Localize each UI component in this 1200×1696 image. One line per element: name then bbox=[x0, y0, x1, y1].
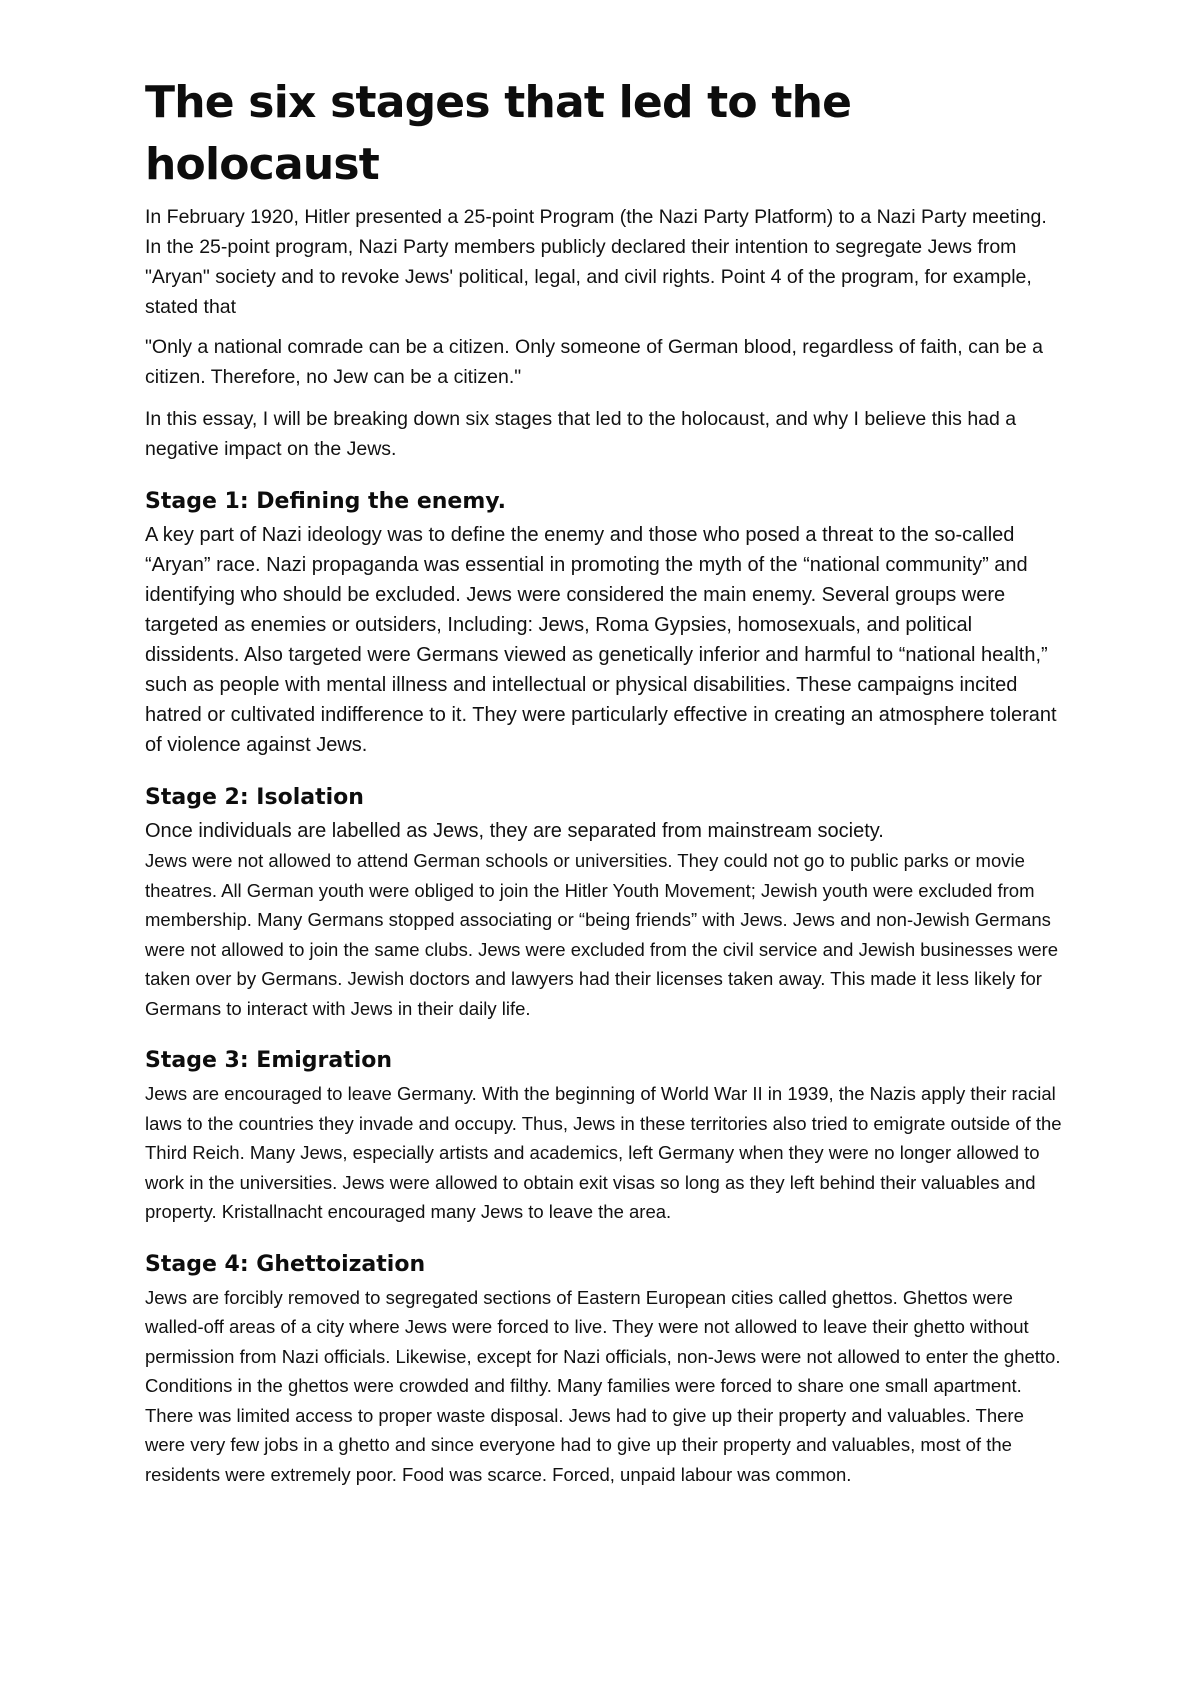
stage-2-body: Jews were not allowed to attend German schools or universities. They could not go to public parks or movie theatres. All German youth were obliged to join the Hitler Youth Movement; Jewish youth were excluded from membership. Many Germans stopped associating or “being friends” with Jews. Jews and non-Jewish Germans were not allowed to join the same clubs. Jews were excluded from the civil service and Jewish businesses were taken over by Germans. Jewish doctors and lawyers had their licenses taken away. This made it less likely for Germans to interact with Jews in their daily life. bbox=[145, 850, 1059, 1019]
document-title: The six stages that led to the holocaust bbox=[145, 77, 852, 190]
stage-2-heading: Stage 2: Isolation bbox=[145, 785, 364, 810]
stage-1-section bbox=[145, 486, 1065, 760]
document-page bbox=[145, 72, 1065, 1511]
quote-paragraph: "Only a national comrade can be a citizen. Only someone of German blood, regardless of faith, can be a citizen. Therefore, no Jew can be a citizen." bbox=[145, 336, 1043, 388]
thesis-paragraph: In this essay, I will be breaking down six stages that led to the holocaust, and why I believe this had a negative impact on the Jews. bbox=[145, 408, 1017, 460]
stage-4-body: Jews are forcibly removed to segregated sections of Eastern European cities called ghettos. Ghettos were walled-off areas of a city where Jews were forced to live. They were not allowed to leave their ghetto without permission from Nazi officials. Likewise, except for Nazi officials, non-Jews were not allowed to enter the ghetto. Conditions in the ghettos were crowded and filthy. Many families were forced to share one small apartment. There was limited access to proper waste disposal. Jews had to give up their property and valuables. There were very few jobs in a ghetto and since everyone had to give up their property and valuables, most of the residents were extremely poor. Food was scarce. Forced, unpaid labour was common. bbox=[145, 1286, 1061, 1485]
stage-3-body: Jews are encouraged to leave Germany. With the beginning of World War II in 1939, the Nazis apply their racial laws to the countries they invade and occupy. Thus, Jews in these territories also tried to emigrate outside of the Third Reich. Many Jews, especially artists and academics, left Germany when they were no longer allowed to work in the universities. Jews were allowed to obtain exit visas so long as they left behind their valuables and property. Kristallnacht encouraged many Jews to leave the area. bbox=[145, 1083, 1062, 1222]
stage-4-heading: Stage 4: Ghettoization bbox=[145, 1251, 426, 1277]
stage-1-body: A key part of Nazi ideology was to define the enemy and those who posed a threat to the so-called “Aryan” race. Nazi propaganda was essential in promoting the myth of the “national community” and identifying who should be excluded. Jews were considered the main enemy. Several groups were targeted as enemies or outsiders, Including: Jews, Roma Gypsies, homosexuals, and political dissidents. Also targeted were Germans viewed as genetically inferior and harmful to “national health,” such as people with mental illness and intellectual or physical disabilities. These campaigns incited hatred or cultivated indifference to it. They were particularly effective in creating an atmosphere tolerant of violence against Jews. bbox=[145, 524, 1057, 756]
stage-2-lead: Once individuals are labelled as Jews, they are separated from mainstream society. bbox=[145, 820, 884, 842]
stage-2-section bbox=[145, 782, 1065, 1023]
stage-1-heading: Stage 1: Defining the enemy. bbox=[145, 489, 506, 514]
stage-3-section bbox=[145, 1045, 1065, 1227]
stage-4-section bbox=[145, 1249, 1065, 1490]
intro-paragraph: In February 1920, Hitler presented a 25-point Program (the Nazi Party Platform) to a Nazi Party meeting. In the 25-point program, Nazi Party members publicly declared their intention to segregate Jews from "Aryan" society and to revoke Jews' political, legal, and civil rights. Point 4 of the program, for example, stated that bbox=[145, 206, 1047, 318]
stage-3-heading: Stage 3: Emigration bbox=[145, 1048, 393, 1073]
